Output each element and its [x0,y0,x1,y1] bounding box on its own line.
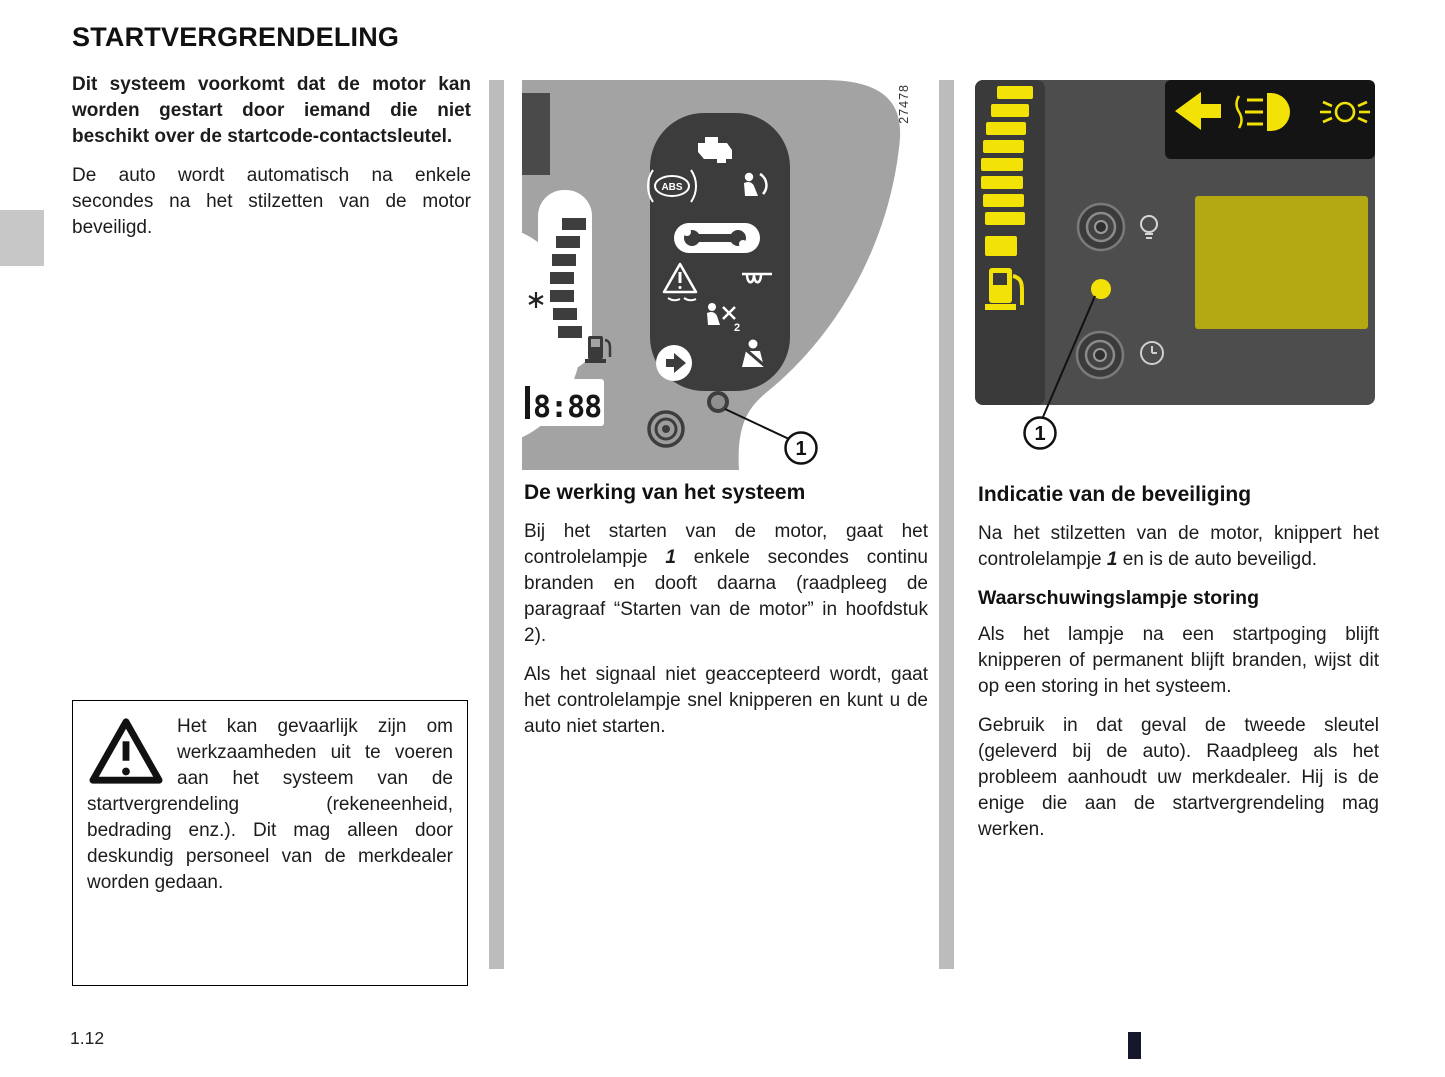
warning-text: Het kan gevaarlijk zijn om werkzaamheden uit te voeren aan het systeem van de startvergrendeling (rekeneenheid, bedrading enz.). Dit mag alleen door deskundig personeel van de merkdealer worden gedaan. [87,716,453,894]
section-heading-indication: Indicatie van de beveiliging [978,483,1252,506]
security-indication-section [978,483,1379,856]
section-end-mark [1128,1032,1141,1059]
operation-paragraph-2: Als het signaal niet geaccepteerd wordt, gaat het controlelampje snel knipperen en kunt u de auto niet starten. [524,664,928,738]
text-part: Na het stilzetten van de motor, knippert het controlelampje [978,523,1379,571]
adjust-knob-icon [649,412,683,446]
display-screen [1195,196,1368,329]
callout-1 [786,433,817,464]
warning-triangle-icon [87,716,165,788]
subsection-heading-malfunction: Waarschuwingslampje storing [978,587,1259,610]
intro-section [72,72,471,254]
instrument-cluster-figure-color [975,80,1375,455]
indication-paragraph-1 [978,521,1379,573]
cluster-edge [522,93,550,175]
direction-indicator-icon [656,345,692,381]
page-title: STARTVERGRENDELING [72,22,400,52]
svg-text:1: 1 [1034,423,1046,445]
adjust-knob-icon [1077,332,1123,378]
operation-paragraph-1 [524,519,928,649]
intro-paragraph: De auto wordt automatisch na enkele secondes na het stilzetten van de motor beveiligd. [72,165,471,239]
column-separator [489,80,504,969]
section-heading-operation: De werking van het systeem [524,481,806,504]
chapter-margin-tab [0,210,44,266]
clock-display [524,379,604,426]
intro-bold-paragraph: Dit systeem voorkomt dat de motor kan worden gestart door iemand die niet beschikt over de startcode-contactsleutel. [72,74,471,148]
system-operation-section [524,481,928,753]
svg-text:ABS: ABS [661,182,683,193]
malfunction-paragraph-1: Als het lampje na een startpoging blijft knipperen of permanent blijft branden, wijst dit op een storing in het systeem. [978,624,1379,698]
instrument-cluster-figure-bw [522,80,930,470]
malfunction-paragraph-2: Gebruik in dat geval de tweede sleutel (geleverd bij de auto). Raadpleeg als het probleem aanhoudt uw merkdealer. Hij is de enige die aan de startvergrendeling mag werken. [978,715,1379,841]
column-separator [939,80,954,969]
callout-1 [1025,418,1056,449]
indicator-ref-1: 1 [1106,549,1118,571]
indicator-ref-1: 1 [665,547,676,569]
text-part: en is de auto beveiligd. [1117,549,1318,571]
figure-ref-number: 27478 [897,84,911,124]
text-part: enkele secondes continu branden en dooft daarna (raadpleeg de paragraaf “Starten van de motor” in hoofdstuk 2). [524,547,929,647]
page-number: 1.12 [70,1028,105,1048]
service-wrench-icon [674,223,760,253]
svg-text:8:88: 8:88 [533,390,602,425]
warning-box [72,700,468,986]
svg-text:2: 2 [734,322,741,334]
adjust-knob-icon [1078,204,1124,250]
svg-text:1: 1 [795,438,807,460]
text-part: Bij het starten van de motor, gaat het controlelampje [524,521,928,569]
